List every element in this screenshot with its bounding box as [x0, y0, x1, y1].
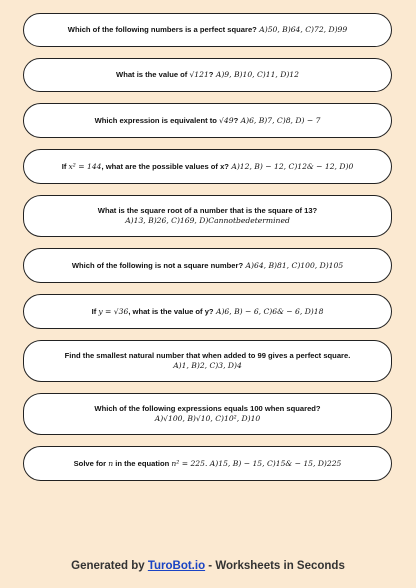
question-text: Which of the following is not a square number? [71, 260, 244, 270]
question-math: n [108, 458, 114, 468]
question-card [23, 393, 392, 435]
question-text: If [61, 161, 69, 171]
question-line [72, 261, 343, 271]
question-text-continued: ? [233, 115, 239, 125]
question-card [23, 13, 392, 47]
question-card [23, 58, 392, 92]
question-math: √49 [219, 115, 234, 125]
question-text-continued: in the equation [113, 458, 172, 468]
answer-options: A)50, B)64, C)72, D)99 [256, 25, 348, 34]
question-math: y = √36 [98, 306, 129, 316]
question-text-continued: , what is the value of y? [128, 306, 214, 316]
question-math: √121 [189, 70, 209, 79]
question-text: What is the value of [116, 70, 190, 79]
question-line [74, 459, 342, 469]
question-line [62, 162, 354, 172]
question-text-continued: , what are the possible values of x? [101, 161, 229, 171]
question-math: x² = 144 [68, 161, 102, 171]
question-card [23, 248, 392, 283]
question-card [23, 149, 392, 184]
question-line [92, 307, 324, 317]
question-line [116, 70, 299, 80]
question-text: Which of the following expressions equals 100 when squared? [94, 404, 321, 413]
answer-options: A)1, B)2, C)3, D)4 [173, 361, 242, 370]
answer-options: A)12, B) − 12, C)12& − 12, D)0 [228, 161, 354, 171]
footer [0, 560, 416, 572]
answer-options: A)15, B) − 15, C)15& − 15, D)225 [207, 458, 342, 468]
question-text: Solve for [73, 458, 109, 468]
question-card [23, 294, 392, 329]
question-line [95, 116, 321, 126]
answer-options: A)13, B)26, C)169, D)Cannotbedetermined [125, 216, 290, 225]
footer-prefix: Generated by [71, 560, 148, 572]
question-line [68, 25, 347, 35]
turobot-link[interactable]: TuroBot.io [147, 560, 206, 572]
answer-options: A)6, B) − 6, C)6& − 6, D)18 [213, 306, 324, 316]
question-card [23, 195, 392, 237]
question-text: What is the square root of a number that is the square of 13? [97, 206, 318, 215]
answer-options: A)6, B)7, C)8, D) − 7 [238, 115, 321, 125]
question-card [23, 340, 392, 382]
question-text: Which expression is equivalent to [94, 115, 220, 125]
question-text-continued: ? [208, 70, 214, 79]
question-text: Which of the following numbers is a perfect square? [67, 25, 257, 34]
question-card [23, 103, 392, 138]
question-text: Find the smallest natural number that when added to 99 gives a perfect square. [64, 351, 351, 360]
answer-options: A)64, B)81, C)100, D)105 [243, 260, 344, 270]
question-text: If [91, 306, 99, 316]
footer-suffix: - Worksheets in Seconds [205, 560, 345, 572]
question-card [23, 446, 392, 481]
question-math-equation: n² = 225. [171, 458, 208, 468]
question-list [23, 13, 392, 481]
answer-options: A)√100, B)√10, C)10², D)10 [154, 414, 261, 423]
answer-options: A)9, B)10, C)11, D)12 [213, 70, 299, 79]
